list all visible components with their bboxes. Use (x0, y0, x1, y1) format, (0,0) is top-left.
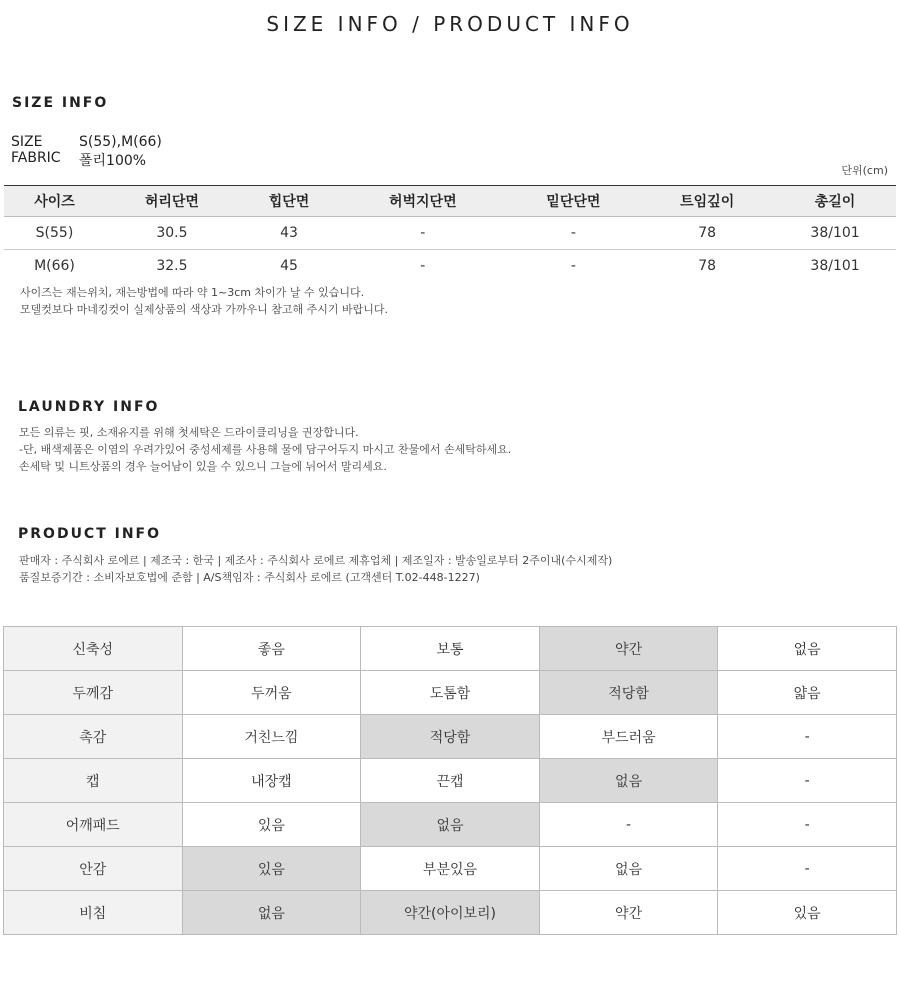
size-table (4, 185, 896, 282)
note-line: 모델컷보다 마네킹컷이 실제상품의 색상과 가까우니 참고해 주시기 바랍니다. (20, 303, 389, 316)
feel-row-label: 비침 (4, 891, 183, 935)
feel-option: - (718, 759, 897, 803)
feel-option: 도톰함 (361, 671, 540, 715)
feel-option: - (718, 803, 897, 847)
feel-option: 거친느낌 (182, 715, 361, 759)
column-header: 트임깊이 (640, 186, 774, 217)
feel-option: 내장캡 (182, 759, 361, 803)
table-cell: 78 (698, 258, 717, 274)
column-header: 사이즈 (4, 186, 105, 217)
fabric-feel-table (3, 626, 897, 935)
table-cell: S(55) (4, 217, 105, 250)
feel-option: 적당함 (361, 715, 540, 759)
feel-option: 좋음 (182, 627, 361, 671)
size-info-heading: SIZE INFO (12, 95, 109, 111)
feel-option: 없음 (718, 627, 897, 671)
feel-option: 약간(아이보리) (361, 891, 540, 935)
note-line: 모든 의류는 핏, 소재유지를 위해 첫세탁은 드라이클리닝을 권장합니다. (19, 426, 359, 439)
spec-block (11, 134, 162, 170)
feel-option: 있음 (182, 847, 361, 891)
feel-row-label: 신축성 (4, 627, 183, 671)
feel-row (4, 671, 897, 715)
feel-option: 끈캡 (361, 759, 540, 803)
table-cell: 38/101 (810, 258, 860, 274)
feel-option: 약간 (539, 627, 718, 671)
feel-option: 없음 (182, 891, 361, 935)
column-header: 허벅지단면 (339, 186, 506, 217)
table-cell: 38/101 (774, 217, 896, 250)
fabric-spec-row (11, 150, 162, 170)
feel-option: 없음 (539, 759, 718, 803)
note-line: 사이즈는 재는위치, 재는방법에 따라 약 1~3cm 차이가 날 수 있습니다. (20, 286, 365, 299)
fabric-value: 폴리100% (79, 153, 147, 169)
note-line: -단, 배색제품은 이염의 우려가있어 중성세제를 사용해 물에 담구어두지 마시고 찬물에서 손세탁하세요. (19, 443, 512, 456)
laundry-info-heading: LAUNDRY INFO (18, 399, 160, 415)
feel-row (4, 847, 897, 891)
feel-row-label: 두께감 (4, 671, 183, 715)
feel-option: - (539, 803, 718, 847)
table-cell: - (570, 258, 576, 274)
feel-option: 있음 (718, 891, 897, 935)
size-spec-row (11, 134, 162, 150)
table-row (4, 217, 896, 250)
feel-option: 적당함 (539, 671, 718, 715)
column-header: 총길이 (774, 186, 896, 217)
table-row (4, 250, 896, 283)
table-cell: - (339, 217, 506, 250)
feel-row (4, 627, 897, 671)
feel-option: - (718, 847, 897, 891)
feel-row (4, 759, 897, 803)
size-notes (20, 284, 388, 318)
feel-option: 없음 (361, 803, 540, 847)
feel-row (4, 715, 897, 759)
table-cell: 30.5 (105, 217, 239, 250)
feel-row-label: 안감 (4, 847, 183, 891)
note-line: 손세탁 및 니트상품의 경우 늘어남이 있을 수 있으니 그늘에 뉘어서 말리세요. (19, 460, 387, 473)
column-header: 힙단면 (239, 186, 339, 217)
feel-option: 없음 (539, 847, 718, 891)
unit-note: 단위(cm) (841, 164, 888, 177)
table-cell: 78 (640, 217, 774, 250)
feel-option: 두꺼움 (182, 671, 361, 715)
note-line: 품질보증기간 : 소비자보호법에 준함 | A/S책임자 : 주식회사 로에르 (고객센터 T.02-448-1227) (19, 571, 480, 584)
feel-option: 약간 (539, 891, 718, 935)
feel-option: 부분있음 (361, 847, 540, 891)
feel-row-label: 어깨패드 (4, 803, 183, 847)
table-cell: 43 (239, 217, 339, 250)
table-cell: 32.5 (156, 258, 188, 274)
feel-row-label: 촉감 (4, 715, 183, 759)
feel-option: 부드러움 (539, 715, 718, 759)
table-cell: M(66) (34, 258, 75, 274)
fabric-label: FABRIC (11, 150, 61, 166)
size-value: S(55),M(66) (79, 134, 162, 150)
size-label: SIZE (11, 134, 43, 150)
feel-option: 있음 (182, 803, 361, 847)
product-notes (19, 552, 612, 586)
feel-option: 보통 (361, 627, 540, 671)
column-header: 밑단단면 (506, 186, 640, 217)
column-header: 허리단면 (105, 186, 239, 217)
feel-row (4, 891, 897, 935)
table-cell: 45 (280, 258, 298, 274)
note-line: 판매자 : 주식회사 로에르 | 제조국 : 한국 | 제조사 : 주식회사 로에르 제휴업체 | 제조일자 : 발송일로부터 2주이내(수시제작) (19, 554, 613, 567)
table-cell: - (506, 217, 640, 250)
feel-row-label: 캡 (4, 759, 183, 803)
table-cell: - (420, 258, 426, 274)
feel-row (4, 803, 897, 847)
page-title: SIZE INFO / PRODUCT INFO (266, 12, 634, 36)
laundry-notes (19, 424, 511, 475)
product-info-heading: PRODUCT INFO (18, 526, 162, 542)
feel-option: - (718, 715, 897, 759)
size-table-header (4, 186, 896, 217)
feel-option: 얇음 (718, 671, 897, 715)
